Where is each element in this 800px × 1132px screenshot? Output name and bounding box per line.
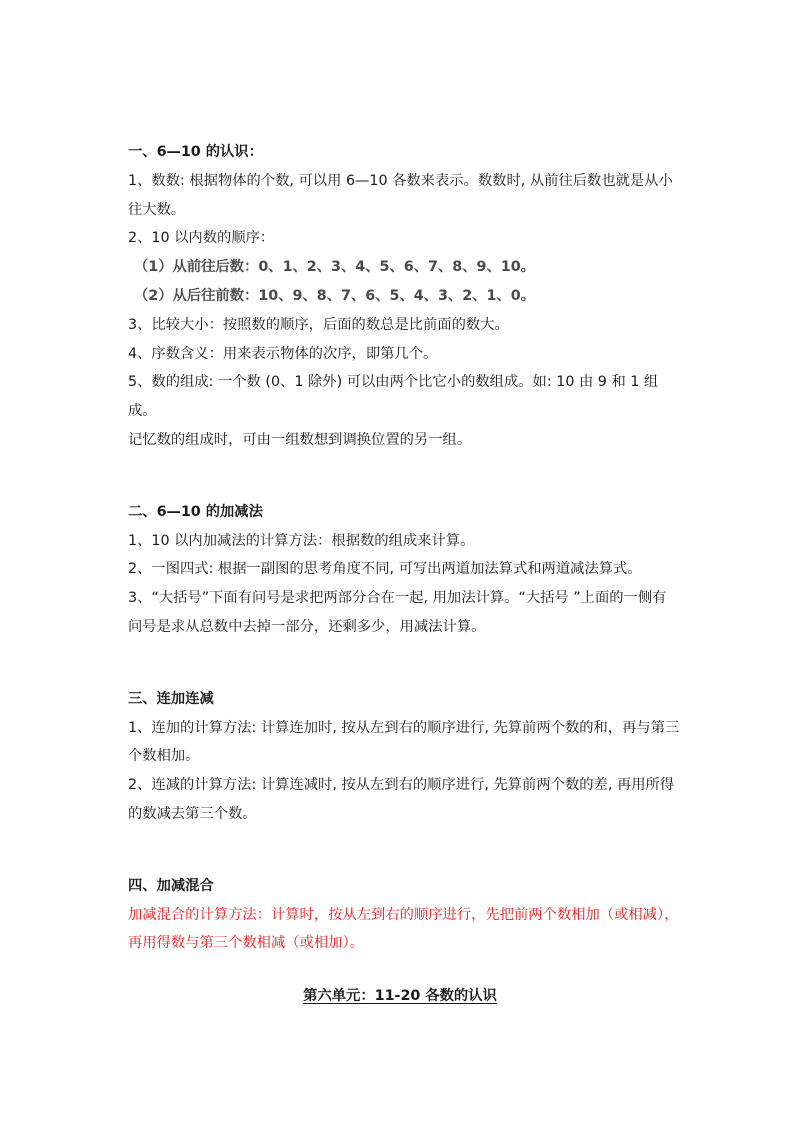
paragraph-order: 2、10 以内数的顺序：	[128, 230, 275, 247]
unit-title	[0, 982, 800, 1010]
paragraph-compare: 3、比较大小：按照数的顺序，后面的数总是比前面的数大。	[128, 316, 509, 333]
section-mixed-ops	[128, 872, 680, 958]
paragraph-consecutive-subtraction: 2、连减的计算方法: 计算连减时, 按从左到右的顺序进行, 先算前两个数的差, 再用所得的数减去第三个数。	[128, 777, 675, 822]
paragraph-composition: 5、数的组成: 一个数 (0、1 除外) 可以由两个比它小的数组成。如: 10 由 9 和 1 组成。	[128, 374, 659, 420]
paragraph-ordinal: 4、序数含义：用来表示物体的次序，即第几个。	[128, 345, 438, 362]
paragraph-method: 1、10 以内加减法的计算方法：根据数的组成来计算。	[128, 532, 475, 549]
spacer	[128, 455, 680, 498]
section-heading: 四、加减混合	[128, 877, 214, 894]
unit-title-text: 第六单元：11-20 各数的认识	[303, 988, 497, 1004]
spacer	[128, 642, 680, 685]
paragraph-consecutive-addition: 1、连加的计算方法: 计算连加时, 按从左到右的顺序进行, 先算前两个数的和，再与第三个数相加。	[128, 719, 680, 765]
subitem-forward-count: （1）从前往后数：0、1、2、3、4、5、6、7、8、9、10。	[134, 259, 535, 276]
paragraph-one-picture-four-formulas: 2、一图四式: 根据一副图的思考角度不同, 可写出两道加法算式和两道减法算式。	[128, 561, 642, 578]
section-heading: 二、6—10 的加减法	[128, 503, 263, 520]
section-heading: 三、连加连减	[128, 690, 214, 707]
document-body	[128, 138, 680, 958]
section-consecutive-ops	[128, 685, 680, 829]
spacer	[128, 829, 680, 872]
paragraph-counting: 1、数数: 根据物体的个数, 可以用 6—10 各数来表示。数数时, 从前往后数也就是从小往大数。	[128, 172, 673, 218]
paragraph-brace: 3、“大括号”下面有问号是求把两部分合在一起, 用加法计算。“大括号 ”上面的一侧有问号是求从总数中去掉一部分，还剩多少，用减法计算。	[128, 590, 667, 635]
section-heading: 一、6—10 的认识：	[128, 144, 263, 160]
paragraph-memory-tip: 记忆数的组成时，可由一组数想到调换位置的另一组。	[128, 431, 472, 448]
section-addition-subtraction	[128, 498, 680, 642]
subitem-backward-count: （2）从后往前数：10、9、8、7、6、5、4、3、2、1、0。	[134, 287, 535, 304]
section-6-10-recognition	[128, 138, 680, 455]
paragraph-mixed-method: 加减混合的计算方法：计算时，按从左到右的顺序进行，先把前两个数相加（或相减），再用得数与第三个数相减（或相加）。	[128, 906, 679, 952]
